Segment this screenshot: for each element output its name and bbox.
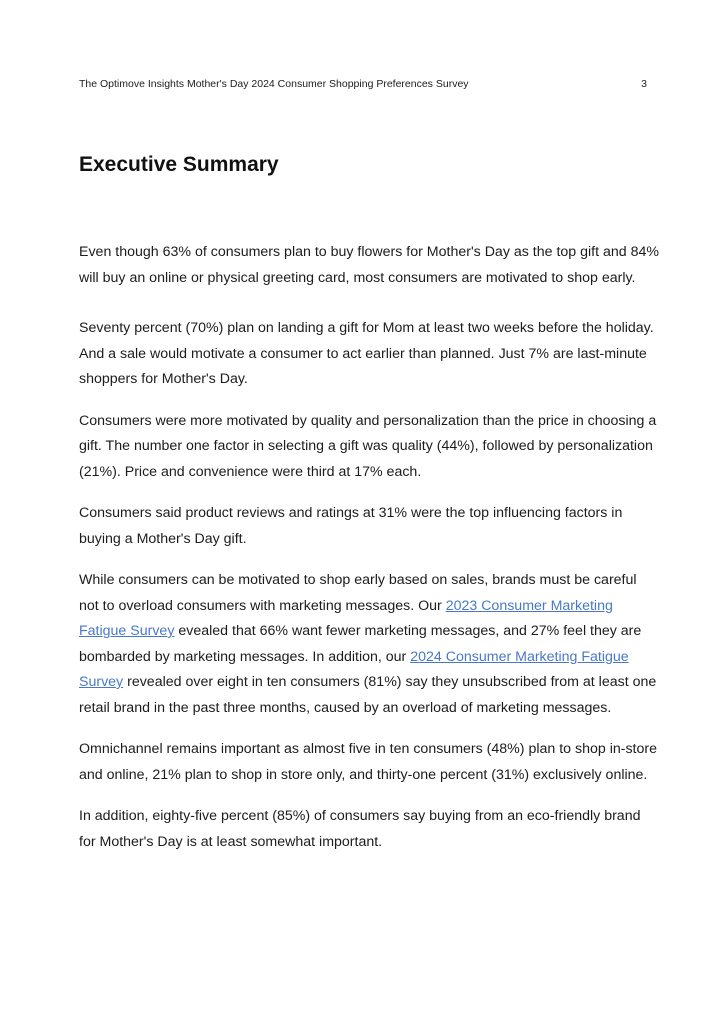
paragraph-text: evealed that 66% want fewer marketing messages, and 27% feel they are bombarded by marketing messages. In addition, our — [79, 623, 642, 665]
header-title: The Optimove Insights Mother's Day 2024 Consumer Shopping Preferences Survey — [79, 78, 469, 90]
paragraph-text: revealed over eight in ten consumers (81%) say they unsubscribed from at least one retail brand in the past three months, caused by an overload of marketing messages. — [79, 674, 657, 716]
paragraph-shop-early: Seventy percent (70%) plan on landing a gift for Mom at least two weeks before the holiday. And a sale would motivate a consumer to act earlier than planned. Just 7% are last-minute shoppers for Mother's Day. — [79, 320, 654, 387]
paragraph-omnichannel: Omnichannel remains important as almost five in ten consumers (48%) plan to shop in-store and online, 21% plan to shop in store only, and thirty-one percent (31%) exclusively online. — [79, 741, 658, 783]
paragraph-reviews-ratings: Consumers said product reviews and ratings at 31% were the top influencing factors in buying a Mother's Day gift. — [79, 505, 623, 547]
paragraph-text: While consumers can be motivated to shop early based on sales, brands must be careful not to overload consumers with marketing messages. Our — [79, 572, 637, 614]
page-number: 3 — [641, 78, 647, 90]
paragraph-eco-friendly: In addition, eighty-five percent (85%) of consumers say buying from an eco-friendly brand for Mother's Day is at least somewhat important. — [79, 808, 641, 850]
page-title: Executive Summary — [79, 153, 279, 176]
body-text — [79, 240, 659, 855]
paragraph-marketing-fatigue — [79, 568, 659, 721]
paragraph-flowers-cards: Even though 63% of consumers plan to buy flowers for Mother's Day as the top gift and 84% will buy an online or physical greeting card, most consumers are motivated to shop early. — [79, 244, 659, 286]
running-header — [79, 77, 647, 91]
link-2024-fatigue-survey[interactable]: 2024 Consumer Marketing Fatigue Survey — [79, 648, 629, 690]
link-2023-fatigue-survey[interactable]: 2023 Consumer Marketing Fatigue Survey — [79, 597, 613, 639]
paragraph-quality-personalization: Consumers were more motivated by quality and personalization than the price in choosing a gift. The number one factor in selecting a gift was quality (44%), followed by personalization (21%). Price and convenience were third at 17% each. — [79, 412, 657, 480]
